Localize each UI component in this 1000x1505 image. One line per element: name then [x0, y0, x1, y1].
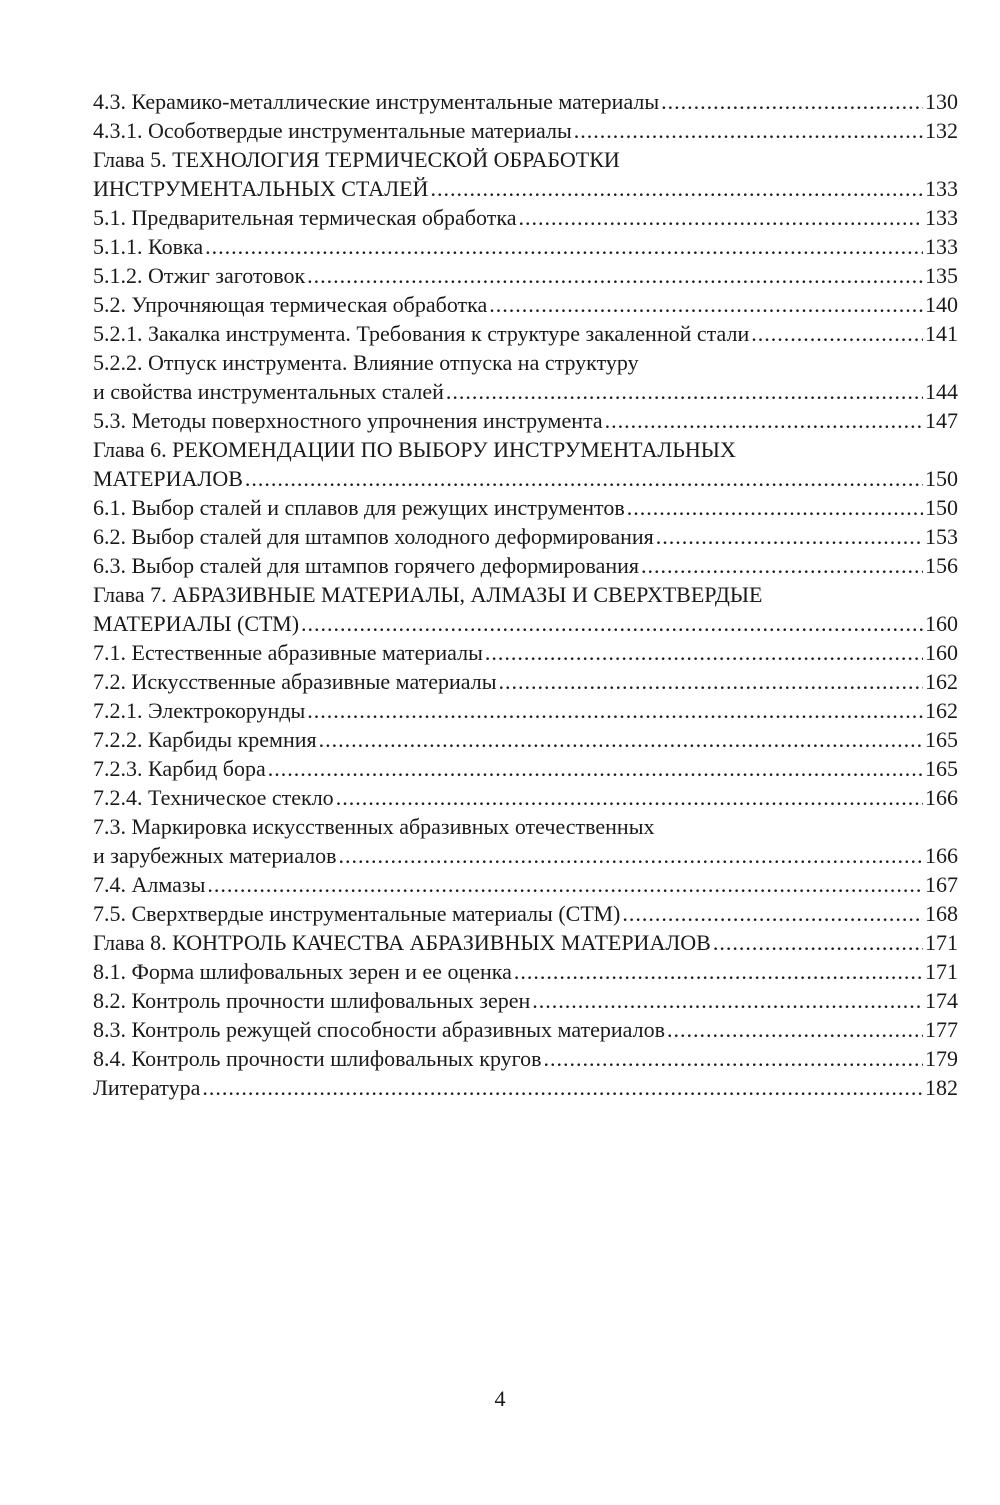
toc-item — [93, 928, 958, 957]
dot-leader — [301, 609, 923, 638]
toc-item — [93, 1044, 958, 1073]
toc-page-number: 130 — [925, 89, 958, 114]
toc-item — [93, 406, 958, 435]
toc-item — [93, 290, 958, 319]
toc-entry-label: 8.1. Форма шлифовальных зерен и ее оценка — [93, 959, 512, 984]
toc-item — [93, 667, 958, 696]
table-of-contents — [93, 87, 958, 1102]
dot-leader — [485, 638, 923, 667]
toc-entry-label: 5.2. Упрочняющая термическая обработка — [93, 292, 488, 317]
toc-entry-label: 7.2. Искусственные абразивные материалы — [93, 669, 497, 694]
toc-item — [93, 812, 958, 870]
toc-entry — [93, 174, 958, 203]
dot-leader — [446, 377, 923, 406]
toc-entry — [93, 1073, 958, 1102]
toc-entry-first-line: 7.3. Маркировка искусственных абразивных отечественных — [93, 814, 655, 839]
page-number: 4 — [494, 1386, 506, 1411]
toc-item — [93, 203, 958, 232]
dot-leader — [605, 406, 923, 435]
toc-entry — [93, 1015, 958, 1044]
toc-entry — [93, 841, 958, 870]
toc-item — [93, 87, 958, 116]
toc-entry-label: 7.2.1. Электрокорунды — [93, 698, 306, 723]
toc-item — [93, 1015, 958, 1044]
toc-entry-label: МАТЕРИАЛОВ — [93, 466, 243, 491]
toc-item — [93, 725, 958, 754]
dot-leader — [514, 957, 923, 986]
toc-entry-label: ИНСТРУМЕНТАЛЬНЫХ СТАЛЕЙ — [93, 176, 429, 201]
toc-entry-first-line: Глава 6. РЕКОМЕНДАЦИИ ПО ВЫБОРУ ИНСТРУМЕНТАЛЬНЫХ — [93, 437, 736, 462]
toc-entry-label: 7.2.4. Техническое стекло — [93, 785, 334, 810]
toc-entry-label: 6.1. Выбор сталей и сплавов для режущих инструментов — [93, 495, 625, 520]
dot-leader — [574, 116, 923, 145]
toc-item — [93, 522, 958, 551]
dot-leader — [751, 319, 923, 348]
toc-entry — [93, 1044, 958, 1073]
toc-entry-label: 5.3. Методы поверхностного упрочнения инструмента — [93, 408, 603, 433]
toc-entry-label: 5.1. Предварительная термическая обработка — [93, 205, 517, 230]
toc-page-number: 133 — [925, 205, 958, 230]
dot-leader — [656, 522, 923, 551]
toc-entry — [93, 725, 958, 754]
toc-entry — [93, 551, 958, 580]
toc-entry-first-line: 5.2.2. Отпуск инструмента. Влияние отпуска на структуру — [93, 350, 639, 375]
toc-page-number: 160 — [925, 640, 958, 665]
dot-leader — [307, 696, 923, 725]
toc-item — [93, 116, 958, 145]
toc-entry-label: 5.2.1. Закалка инструмента. Требования к структуре закаленной стали — [93, 321, 750, 346]
toc-entry — [93, 609, 958, 638]
toc-page-number: 162 — [925, 698, 958, 723]
toc-entry — [93, 754, 958, 783]
toc-entry-label: 4.3. Керамико-металлические инструментальные материалы — [93, 89, 660, 114]
toc-page-number: 141 — [925, 321, 958, 346]
toc-entry — [93, 667, 958, 696]
dot-leader — [489, 290, 923, 319]
toc-page-number: 153 — [925, 524, 958, 549]
toc-entry — [93, 87, 958, 116]
toc-page-number: 156 — [925, 553, 958, 578]
toc-page-number: 171 — [925, 930, 958, 955]
toc-item — [93, 348, 958, 406]
dot-leader — [499, 667, 923, 696]
toc-page-number: 168 — [925, 901, 958, 926]
dot-leader — [713, 928, 923, 957]
toc-page-number: 160 — [925, 611, 958, 636]
toc-item — [93, 899, 958, 928]
toc-entry-label: 4.3.1. Особотвердые инструментальные материалы — [93, 118, 572, 143]
dot-leader — [245, 464, 923, 493]
toc-page-number: 179 — [925, 1046, 958, 1071]
toc-entry — [93, 638, 958, 667]
dot-leader — [339, 841, 923, 870]
toc-entry-label: 6.2. Выбор сталей для штампов холодного деформирования — [93, 524, 654, 549]
toc-page-number: 166 — [925, 785, 958, 810]
toc-item — [93, 551, 958, 580]
toc-entry — [93, 261, 958, 290]
toc-item — [93, 957, 958, 986]
toc-item — [93, 261, 958, 290]
toc-entry-label: 8.3. Контроль режущей способности абразивных материалов — [93, 1017, 665, 1042]
toc-entry — [93, 696, 958, 725]
toc-entry — [93, 928, 958, 957]
toc-entry-label: МАТЕРИАЛЫ (СТМ) — [93, 611, 300, 636]
toc-entry — [93, 406, 958, 435]
toc-entry-first-line: Глава 7. АБРАЗИВНЫЕ МАТЕРИАЛЫ, АЛМАЗЫ И СВЕРХТВЕРДЫЕ — [93, 582, 763, 607]
toc-page-number: 132 — [925, 118, 958, 143]
toc-page-number: 140 — [925, 292, 958, 317]
dot-leader — [622, 899, 923, 928]
toc-entry-label: и зарубежных материалов — [93, 843, 337, 868]
dot-leader — [319, 725, 923, 754]
toc-item — [93, 754, 958, 783]
dot-leader — [627, 493, 923, 522]
toc-page-number: 165 — [925, 727, 958, 752]
toc-item — [93, 1073, 958, 1102]
toc-page-number: 177 — [925, 1017, 958, 1042]
toc-item — [93, 870, 958, 899]
toc-item — [93, 493, 958, 522]
toc-page-number: 166 — [925, 843, 958, 868]
toc-entry-label: 7.2.2. Карбиды кремния — [93, 727, 317, 752]
toc-entry-label: Литература — [93, 1075, 201, 1100]
toc-entry-label: 8.4. Контроль прочности шлифовальных кругов — [93, 1046, 542, 1071]
toc-entry-label: 5.1.2. Отжиг заготовок — [93, 263, 306, 288]
dot-leader — [430, 174, 923, 203]
toc-item — [93, 638, 958, 667]
toc-entry-label: Глава 8. КОНТРОЛЬ КАЧЕСТВА АБРАЗИВНЫХ МАТЕРИАЛОВ — [93, 930, 711, 955]
toc-page-number: 174 — [925, 988, 958, 1013]
toc-item — [93, 319, 958, 348]
dot-leader — [518, 203, 923, 232]
toc-item — [93, 145, 958, 203]
toc-entry-label: и свойства инструментальных сталей — [93, 379, 444, 404]
toc-entry — [93, 870, 958, 899]
toc-entry-label: 6.3. Выбор сталей для штампов горячего деформирования — [93, 553, 640, 578]
toc-page-number: 162 — [925, 669, 958, 694]
toc-entry — [93, 899, 958, 928]
dot-leader — [336, 783, 923, 812]
dot-leader — [544, 1044, 923, 1073]
toc-page-number: 135 — [925, 263, 958, 288]
toc-page-number: 133 — [925, 176, 958, 201]
dot-leader — [202, 1073, 923, 1102]
toc-entry-label: 7.2.3. Карбид бора — [93, 756, 266, 781]
toc-page-number: 150 — [925, 466, 958, 491]
dot-leader — [532, 986, 923, 1015]
toc-entry — [93, 203, 958, 232]
dot-leader — [268, 754, 923, 783]
dot-leader — [207, 870, 923, 899]
toc-entry — [93, 319, 958, 348]
toc-page-number: 133 — [925, 234, 958, 259]
toc-page-number: 165 — [925, 756, 958, 781]
dot-leader — [307, 261, 923, 290]
toc-page-number: 144 — [925, 379, 958, 404]
toc-page-number: 182 — [925, 1075, 958, 1100]
toc-page-number: 150 — [925, 495, 958, 520]
toc-item — [93, 580, 958, 638]
dot-leader — [667, 1015, 923, 1044]
toc-page-number: 147 — [925, 408, 958, 433]
toc-entry — [93, 232, 958, 261]
dot-leader — [205, 232, 923, 261]
toc-item — [93, 986, 958, 1015]
toc-page-number: 171 — [925, 959, 958, 984]
toc-entry — [93, 290, 958, 319]
toc-entry — [93, 116, 958, 145]
toc-entry — [93, 957, 958, 986]
toc-item — [93, 435, 958, 493]
dot-leader — [661, 87, 923, 116]
toc-item — [93, 783, 958, 812]
toc-entry — [93, 522, 958, 551]
toc-entry-first-line: Глава 5. ТЕХНОЛОГИЯ ТЕРМИЧЕСКОЙ ОБРАБОТКИ — [93, 147, 620, 172]
toc-entry-label: 7.5. Сверхтвердые инструментальные материалы (СТМ) — [93, 901, 621, 926]
toc-entry — [93, 986, 958, 1015]
toc-entry-label: 5.1.1. Ковка — [93, 234, 204, 259]
toc-entry — [93, 493, 958, 522]
toc-entry-label: 7.4. Алмазы — [93, 872, 206, 897]
toc-item — [93, 696, 958, 725]
toc-item — [93, 232, 958, 261]
toc-entry-label: 7.1. Естественные абразивные материалы — [93, 640, 483, 665]
dot-leader — [641, 551, 923, 580]
toc-entry — [93, 783, 958, 812]
toc-page-number: 167 — [925, 872, 958, 897]
toc-entry — [93, 464, 958, 493]
toc-entry — [93, 377, 958, 406]
toc-entry-label: 8.2. Контроль прочности шлифовальных зерен — [93, 988, 531, 1013]
